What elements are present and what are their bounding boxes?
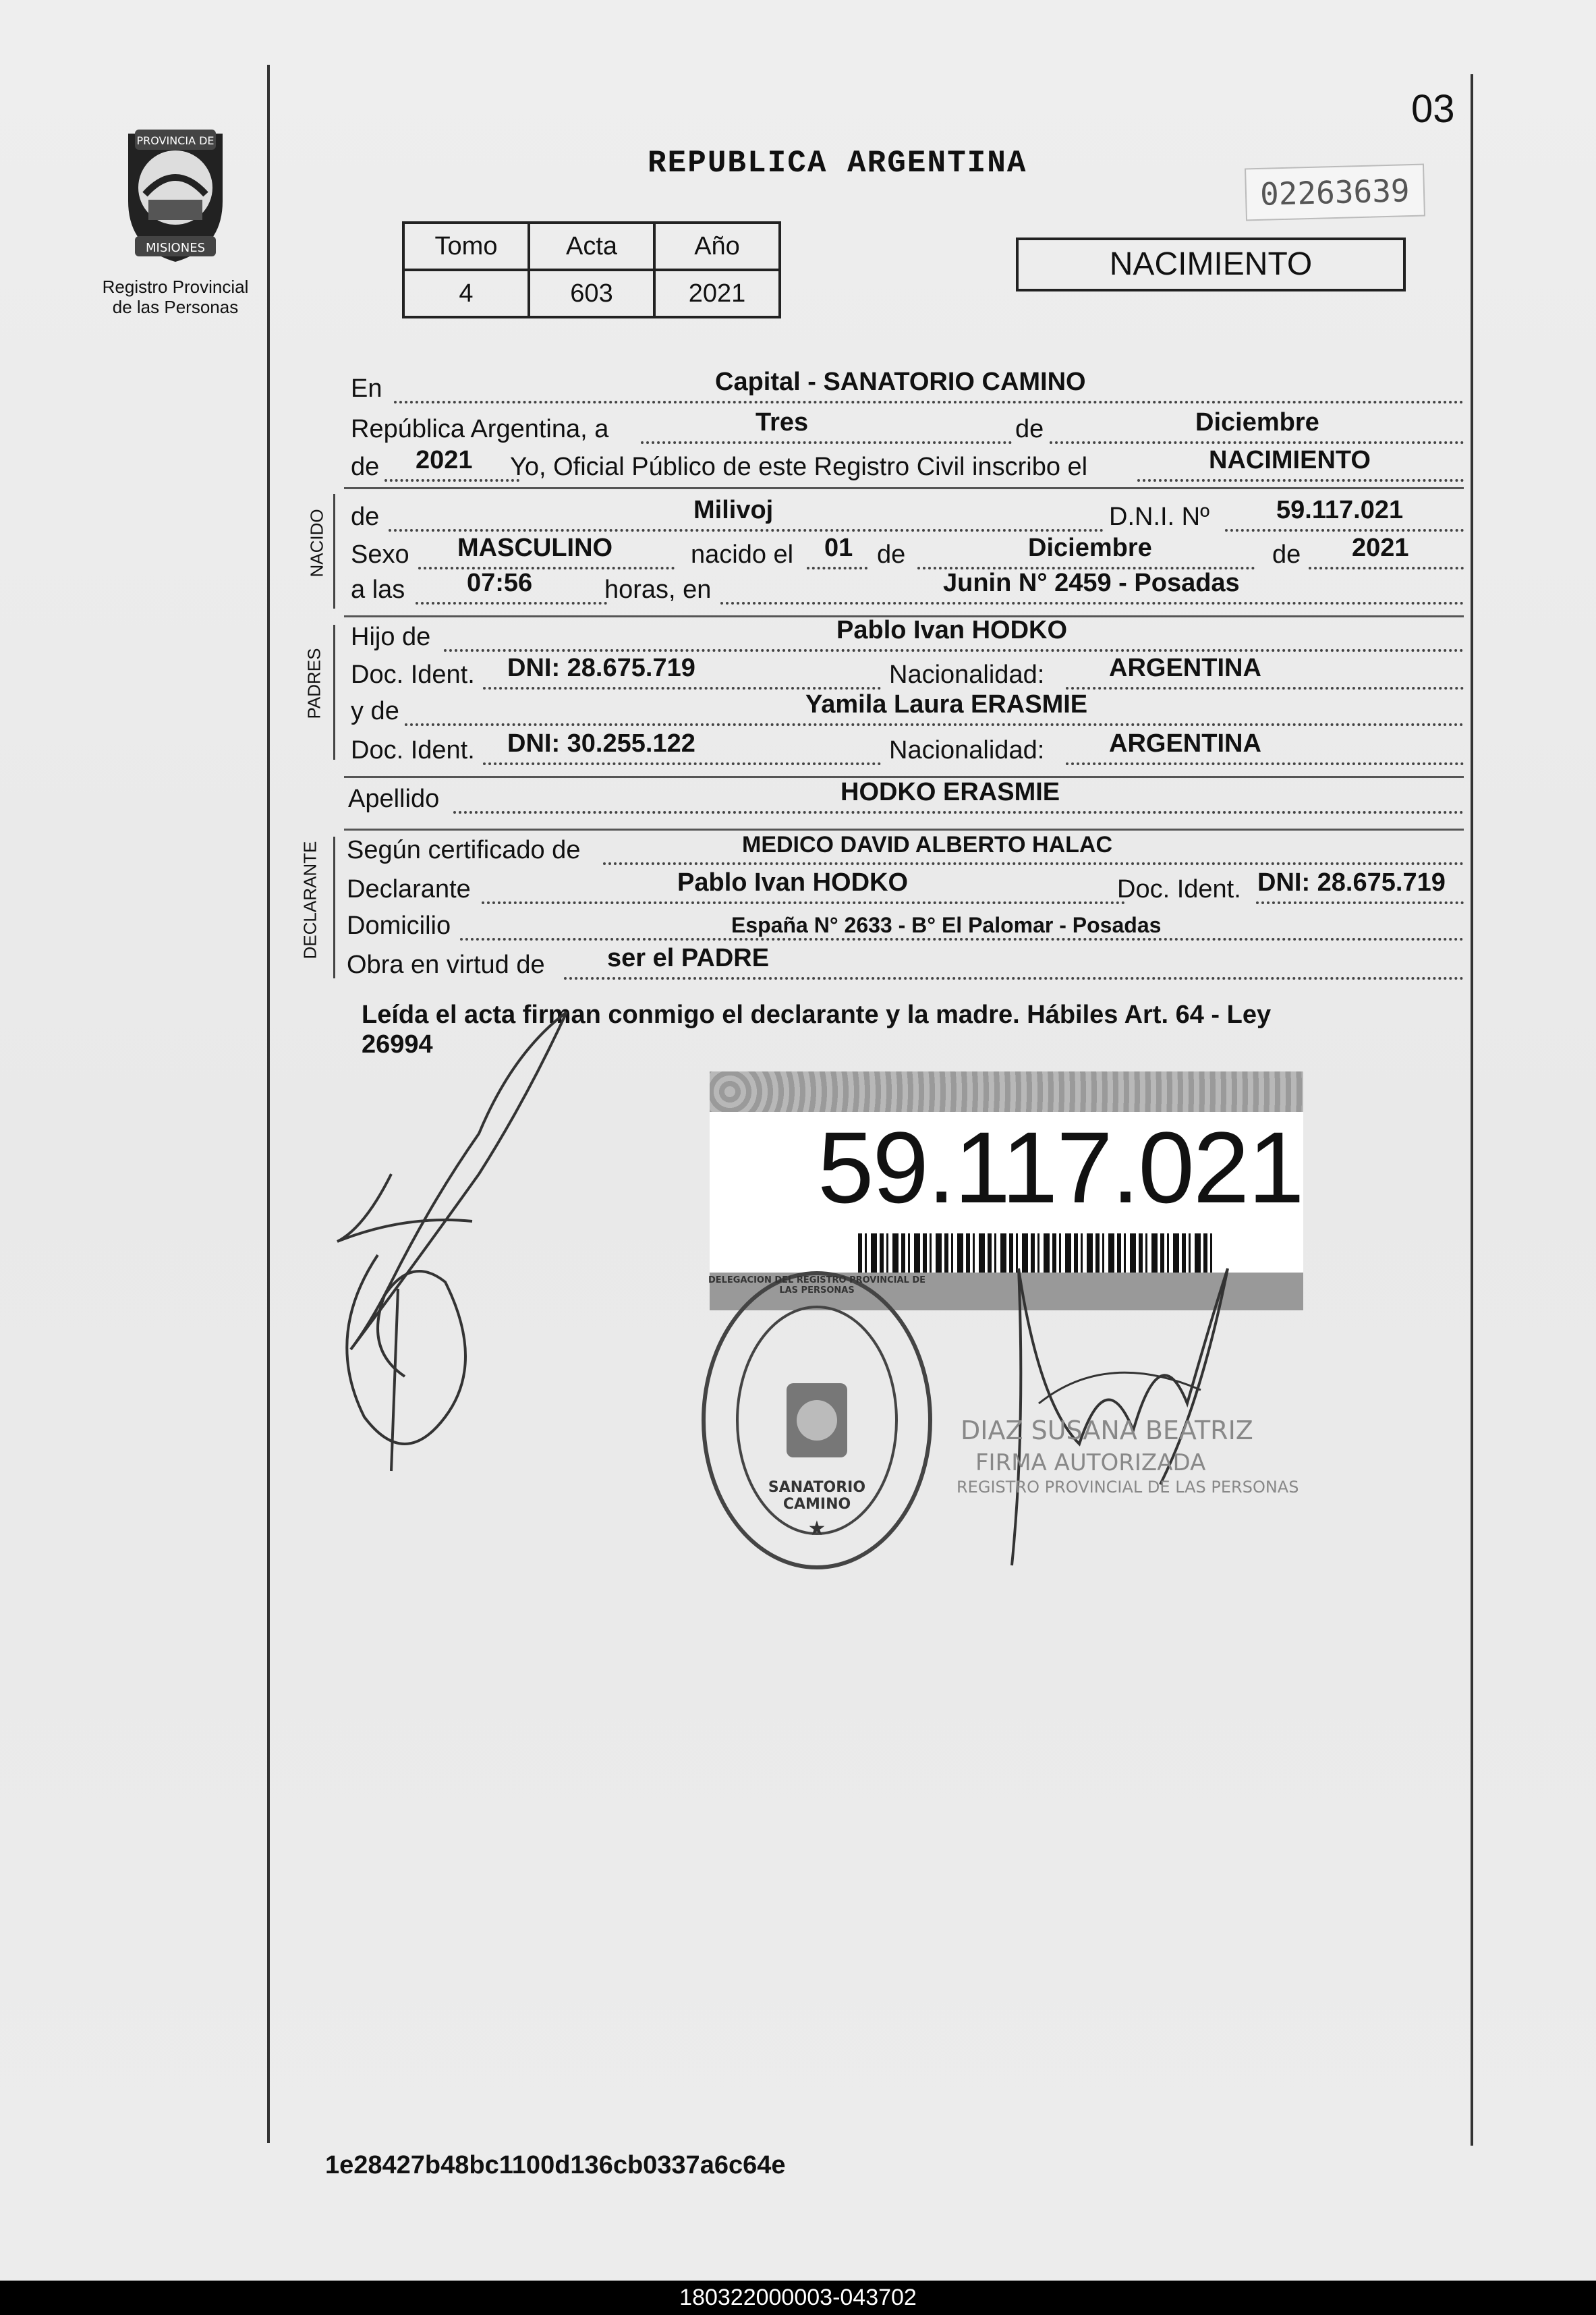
row-father-doc xyxy=(351,656,1464,694)
birth-month: Diciembre xyxy=(1028,534,1152,562)
horas-label: horas, en xyxy=(604,576,712,604)
en-label: En xyxy=(351,374,382,403)
mother-nationality: ARGENTINA xyxy=(1109,729,1261,758)
birth-de-label: de xyxy=(877,540,906,569)
father-name: Pablo Ivan HODKO xyxy=(836,616,1068,644)
row-domicile xyxy=(347,907,1464,945)
record-table-header: Tomo xyxy=(403,223,529,270)
month-value: Diciembre xyxy=(1195,408,1319,437)
svg-text:★: ★ xyxy=(807,1517,826,1540)
row-father-name xyxy=(351,618,1464,656)
seal-text-bottom: MISIONES xyxy=(145,241,206,255)
province-seal-logo xyxy=(108,120,243,269)
cert-label: Según certificado de xyxy=(347,836,581,864)
closing-statement-line2: 26994 xyxy=(362,1030,433,1059)
child-dni: 59.117.021 xyxy=(1276,496,1404,524)
row-inscribo xyxy=(351,448,1464,486)
father-nationality-label: Nacionalidad: xyxy=(889,661,1045,689)
registry-stamp xyxy=(699,1268,935,1572)
nacido-el-label: nacido el xyxy=(691,540,794,569)
nacido-de-label: de xyxy=(351,503,380,531)
y-de-label: y de xyxy=(351,697,399,725)
nacido-section-label: NACIDO xyxy=(306,509,327,578)
child-name: Milivoj xyxy=(693,496,774,524)
day-word: Tres xyxy=(756,408,809,437)
alas-label: a las xyxy=(351,576,405,604)
left-margin-line xyxy=(267,65,270,2143)
inscribo-value: NACIMIENTO xyxy=(1209,446,1371,474)
declarante-doc-label: Doc. Ident. xyxy=(1117,875,1241,903)
father-nationality: ARGENTINA xyxy=(1109,654,1261,682)
obra-value: ser el PADRE xyxy=(607,944,770,972)
declarante-section-label: DECLARANTE xyxy=(300,841,320,959)
stamp-ring-text: DELEGACION DEL REGISTRO PROVINCIAL DE LAS PERSONAS xyxy=(708,1275,926,1295)
right-margin-line xyxy=(1471,74,1473,2146)
padres-section-label: PADRES xyxy=(304,648,324,719)
registry-name-line2: de las Personas xyxy=(112,297,239,317)
row-declarant xyxy=(347,870,1464,908)
year-value: 2021 xyxy=(416,446,473,474)
birth-day: 01 xyxy=(824,534,853,562)
mother-nationality-label: Nacionalidad: xyxy=(889,736,1045,764)
de-year-label: de xyxy=(351,453,380,481)
closing-statement-line1: Leída el acta firman conmigo el declarante y la madre. Hábiles Art. 64 - Ley xyxy=(362,1001,1272,1029)
row-mother-doc xyxy=(351,731,1464,769)
row-place xyxy=(351,370,1464,408)
row-mother-name xyxy=(351,692,1464,730)
official-org: REGISTRO PROVINCIAL DE LAS PERSONAS xyxy=(957,1478,1299,1497)
registry-name-line1: Registro Provincial xyxy=(102,277,249,297)
mother-doc-label: Doc. Ident. xyxy=(351,736,475,764)
declarante-doc: DNI: 28.675.719 xyxy=(1257,868,1446,897)
row-certificate xyxy=(347,831,1464,869)
record-table-header: Acta xyxy=(529,223,654,270)
page-number: 03 xyxy=(1411,87,1455,131)
stamp-inner-text: SANATORIO CAMINO xyxy=(768,1479,866,1513)
birth-place: Junin N° 2459 - Posadas xyxy=(943,569,1240,597)
declarante-label: Declarante xyxy=(347,875,471,903)
serial-number-sticker: 02263639 xyxy=(1245,164,1425,221)
record-table-header: Año xyxy=(654,223,780,270)
mother-doc: DNI: 30.255.122 xyxy=(507,729,695,758)
apellido-value: HODKO ERASMIE xyxy=(840,778,1060,806)
record-table-cell: 4 xyxy=(403,270,529,317)
id-label-number: 59.117.021 xyxy=(818,1111,1303,1224)
birth-de-label2: de xyxy=(1272,540,1301,569)
de-label: de xyxy=(1015,415,1044,443)
record-table xyxy=(402,221,781,318)
record-table-cell: 603 xyxy=(529,270,654,317)
sexo-label: Sexo xyxy=(351,540,409,569)
dni-label: D.N.I. Nº xyxy=(1109,503,1209,531)
apellido-label: Apellido xyxy=(348,785,440,813)
domicilio-label: Domicilio xyxy=(347,912,451,940)
record-type-box: NACIMIENTO xyxy=(1016,238,1406,291)
row-obra xyxy=(347,946,1464,984)
official-role: FIRMA AUTORIZADA xyxy=(975,1449,1206,1476)
document-hash: 1e28427b48bc1100d136cb0337a6c64e xyxy=(325,2151,786,2179)
official-signature xyxy=(998,1228,1241,1579)
registry-name xyxy=(74,277,277,317)
seal-text-top: PROVINCIA DE xyxy=(136,134,215,147)
birth-time: 07:56 xyxy=(467,569,533,597)
sexo-value: MASCULINO xyxy=(457,534,613,562)
place-value: Capital - SANATORIO CAMINO xyxy=(715,368,1086,396)
row-date xyxy=(351,410,1464,448)
country-title: REPUBLICA ARGENTINA xyxy=(648,146,1027,181)
republica-label: República Argentina, a xyxy=(351,415,609,443)
hijo-de-label: Hijo de xyxy=(351,623,431,651)
document-code-bar xyxy=(0,2281,1596,2315)
mother-name: Yamila Laura ERASMIE xyxy=(805,690,1088,719)
official-name: DIAZ SUSANA BEATRIZ xyxy=(961,1416,1253,1445)
row-nacido-time xyxy=(351,571,1464,609)
obra-label: Obra en virtud de xyxy=(347,951,545,979)
declarant-signature xyxy=(310,999,594,1484)
inscribo-label: Yo, Oficial Público de este Registro Civil inscribo el xyxy=(510,453,1088,481)
row-surname xyxy=(348,780,1464,818)
document-code: 180322000003-043702 xyxy=(679,2285,917,2310)
record-table-cell: 2021 xyxy=(654,270,780,317)
cert-value: MEDICO DAVID ALBERTO HALAC xyxy=(742,832,1113,858)
birth-year: 2021 xyxy=(1352,534,1409,562)
row-nacido-name xyxy=(351,498,1464,536)
father-doc: DNI: 28.675.719 xyxy=(507,654,695,682)
row-nacido-sex xyxy=(351,536,1464,574)
declarante-name: Pablo Ivan HODKO xyxy=(677,868,909,897)
domicilio-value: España N° 2633 - B° El Palomar - Posadas xyxy=(731,913,1162,937)
father-doc-label: Doc. Ident. xyxy=(351,661,475,689)
